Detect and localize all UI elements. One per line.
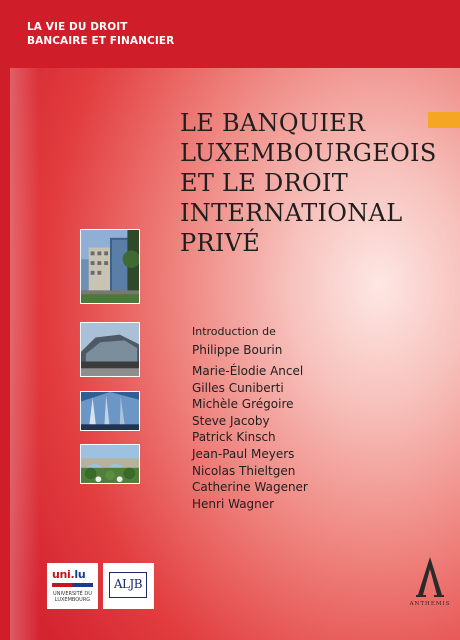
uni-line-2: LUXEMBOURG — [54, 597, 91, 603]
uni-mark-a: uni. — [52, 568, 75, 581]
photo-building — [80, 229, 140, 304]
author-item: Gilles Cuniberti — [192, 380, 284, 395]
uni-line-1: UNIVERSITÉ DU — [53, 591, 92, 597]
university-luxembourg-logo — [47, 563, 98, 609]
title-line-3: ET LE DROIT — [180, 169, 349, 197]
series-line-1: LA VIE DU DROIT — [27, 21, 128, 33]
title-line-2: LUXEMBOURGEOIS — [180, 139, 437, 167]
title-line-5: PRIVÉ — [180, 229, 261, 257]
aljb-logo — [103, 563, 154, 609]
aljb-mark: ALJB — [109, 572, 147, 598]
uni-bars — [52, 583, 93, 587]
title-line-1: LE BANQUIER — [180, 109, 366, 137]
photo-modern-building — [80, 322, 140, 377]
photo-glass-facade — [80, 391, 140, 431]
intro-author: Philippe Bourin — [192, 343, 283, 357]
uni-lu-mark — [52, 568, 85, 581]
publisher-name: ANTHEMIS — [409, 601, 451, 607]
author-item: Patrick Kinsch — [192, 430, 276, 445]
author-item: Steve Jacoby — [192, 413, 270, 428]
photo-bridge — [80, 444, 140, 484]
series-line-2: BANCAIRE ET FINANCIER — [27, 35, 175, 47]
series-title — [27, 20, 174, 48]
introduction — [192, 323, 282, 359]
author-item: Marie-Élodie Ancel — [192, 364, 304, 378]
anthemis-a-icon — [415, 555, 445, 599]
author-item: Catherine Wagener — [192, 480, 308, 495]
book-title — [180, 108, 437, 258]
title-line-4: INTERNATIONAL — [180, 199, 403, 227]
author-item: Henri Wagner — [192, 496, 275, 511]
uni-mark-b: lu — [74, 568, 86, 581]
publisher-logo — [400, 555, 460, 607]
author-list — [192, 363, 308, 512]
author-item: Jean-Paul Meyers — [192, 446, 295, 461]
author-item: Michèle Grégoire — [192, 397, 294, 412]
author-item: Nicolas Thieltgen — [192, 463, 296, 478]
uni-text — [50, 591, 95, 603]
intro-label: Introduction de — [192, 325, 276, 338]
